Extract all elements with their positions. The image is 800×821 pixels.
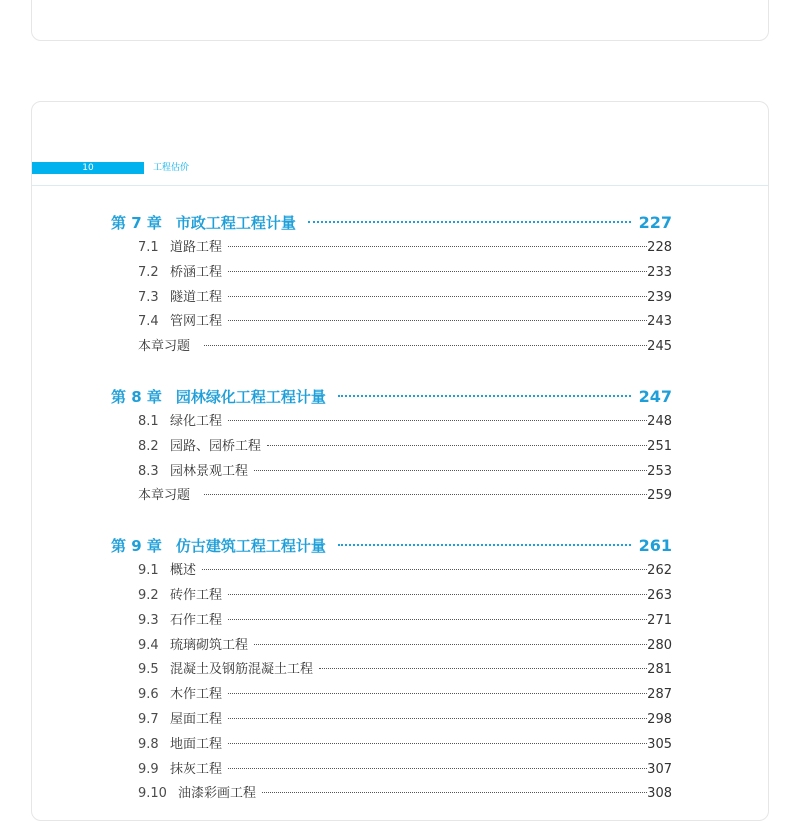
section-number: 8.3 (138, 463, 159, 479)
dot-leader (228, 693, 647, 694)
dot-leader (308, 221, 631, 223)
section-number: 9.7 (138, 711, 159, 727)
section-page: 228 (647, 240, 672, 255)
chapter-number: 第 7 章 (111, 214, 162, 232)
section-number: 9.3 (138, 612, 159, 628)
section-7-2-entry[interactable] (111, 261, 672, 286)
section-title: 油漆彩画工程 (178, 786, 257, 802)
dot-leader (204, 345, 647, 346)
page-number-tab: 10 (32, 162, 144, 174)
dot-leader (228, 718, 647, 719)
dot-leader (228, 320, 647, 321)
section-title: 管网工程 (170, 314, 223, 330)
section-number: 9.5 (138, 662, 159, 678)
dot-leader (228, 619, 647, 620)
chapter-spacer (111, 360, 672, 384)
section-title: 石作工程 (170, 612, 223, 628)
section-title: 绿化工程 (170, 413, 223, 429)
section-page: 280 (647, 637, 672, 653)
section-9-2-entry[interactable] (111, 584, 672, 609)
table-of-contents (111, 210, 672, 807)
dot-leader (228, 594, 647, 595)
section-page: 262 (647, 563, 672, 579)
dot-leader (228, 296, 647, 297)
header-divider (32, 185, 768, 186)
section-title: 隧道工程 (170, 289, 223, 305)
previous-page-card (31, 0, 769, 41)
section-7-3-entry[interactable] (111, 286, 672, 311)
section-9-9-entry[interactable] (111, 758, 672, 783)
chapter-title: 园林绿化工程工程计量 (175, 387, 326, 406)
section-page: 271 (647, 612, 672, 628)
section-number: 8.1 (138, 413, 159, 429)
section-page: 308 (647, 786, 672, 802)
section-title: 园路、园桥工程 (170, 438, 262, 454)
section-page: 239 (647, 289, 672, 305)
section-page: 243 (647, 314, 672, 330)
chapter-spacer (111, 509, 672, 533)
chapter-title: 市政工程工程计量 (175, 214, 296, 232)
chapter-page: 227 (638, 213, 672, 232)
dot-leader (228, 768, 647, 769)
chapter-page: 261 (638, 536, 672, 556)
section-title: 概述 (170, 563, 197, 579)
section-page: 245 (647, 339, 672, 355)
section-9-10-entry[interactable] (111, 782, 672, 807)
dot-leader (228, 271, 647, 272)
section-9-4-entry[interactable] (111, 634, 672, 659)
section-number: 9.4 (138, 637, 159, 653)
section-page: 248 (647, 413, 672, 429)
section-title: 砖作工程 (170, 587, 223, 603)
dot-leader (254, 470, 647, 471)
section-number: 7.3 (138, 289, 159, 305)
section-title: 琉璃砌筑工程 (170, 637, 249, 653)
dot-leader (319, 668, 647, 669)
section-number: 7.2 (138, 264, 159, 280)
section-title: 屋面工程 (170, 711, 223, 727)
dot-leader (228, 420, 647, 421)
section-page: 298 (647, 711, 672, 727)
dot-leader (254, 644, 647, 645)
section-title: 混凝土及钢筋混凝土工程 (170, 662, 314, 678)
section-9-5-entry[interactable] (111, 658, 672, 683)
section-number: 8.2 (138, 438, 159, 454)
section-title: 地面工程 (170, 736, 223, 752)
section-7-1-entry[interactable] (111, 236, 672, 261)
section-9-6-entry[interactable] (111, 683, 672, 708)
section-page: 251 (647, 438, 672, 454)
chapter-number: 第 8 章 (111, 387, 162, 406)
section-9-7-entry[interactable] (111, 708, 672, 733)
section-7-4-entry[interactable] (111, 310, 672, 335)
section-number: 9.1 (138, 563, 159, 579)
section-title: 园林景观工程 (170, 463, 249, 479)
section-8-1-entry[interactable] (111, 410, 672, 435)
section-number: 9.10 (138, 786, 167, 802)
section-title: 桥涵工程 (170, 264, 223, 280)
dot-leader (338, 395, 631, 397)
section-page: 253 (647, 463, 672, 479)
section-9-8-entry[interactable] (111, 733, 672, 758)
dot-leader (204, 494, 647, 495)
dot-leader (262, 792, 647, 793)
chapter-9-entry[interactable] (111, 533, 672, 559)
section-title: 木作工程 (170, 687, 223, 703)
section-title: 抹灰工程 (170, 761, 223, 777)
section-9-1-entry[interactable] (111, 559, 672, 584)
section-title: 道路工程 (170, 240, 223, 255)
section-number: 9.2 (138, 587, 159, 603)
chapter-page: 247 (638, 386, 672, 406)
section-page: 233 (647, 264, 672, 280)
chapter-number: 第 9 章 (111, 537, 162, 556)
dot-leader (267, 445, 647, 446)
dot-leader (228, 743, 647, 744)
chapter-title: 仿古建筑工程工程计量 (175, 537, 326, 556)
chapter-8-exercises-entry[interactable] (111, 484, 672, 509)
section-number: 9.6 (138, 687, 159, 703)
section-page: 263 (647, 587, 672, 603)
section-page: 281 (647, 662, 672, 678)
section-number: 9.9 (138, 761, 159, 777)
section-page: 287 (647, 687, 672, 703)
section-8-3-entry[interactable] (111, 460, 672, 485)
section-8-2-entry[interactable] (111, 435, 672, 460)
chapter-7-exercises-entry[interactable] (111, 335, 672, 360)
chapter-8-entry[interactable] (111, 384, 672, 410)
section-page: 259 (647, 488, 672, 504)
dot-leader (228, 246, 647, 247)
chapter-7-entry[interactable] (111, 210, 672, 236)
section-number: 7.1 (138, 240, 159, 255)
section-number: 7.4 (138, 314, 159, 330)
section-number: 9.8 (138, 736, 159, 752)
section-page: 307 (647, 761, 672, 777)
section-title: 本章习题 (138, 339, 191, 355)
dot-leader (202, 569, 647, 570)
toc-page-card (31, 101, 769, 821)
section-page: 305 (647, 736, 672, 752)
running-header-title: 工程估价 (153, 163, 190, 173)
section-title: 本章习题 (138, 488, 191, 504)
section-9-3-entry[interactable] (111, 609, 672, 634)
dot-leader (338, 544, 631, 546)
